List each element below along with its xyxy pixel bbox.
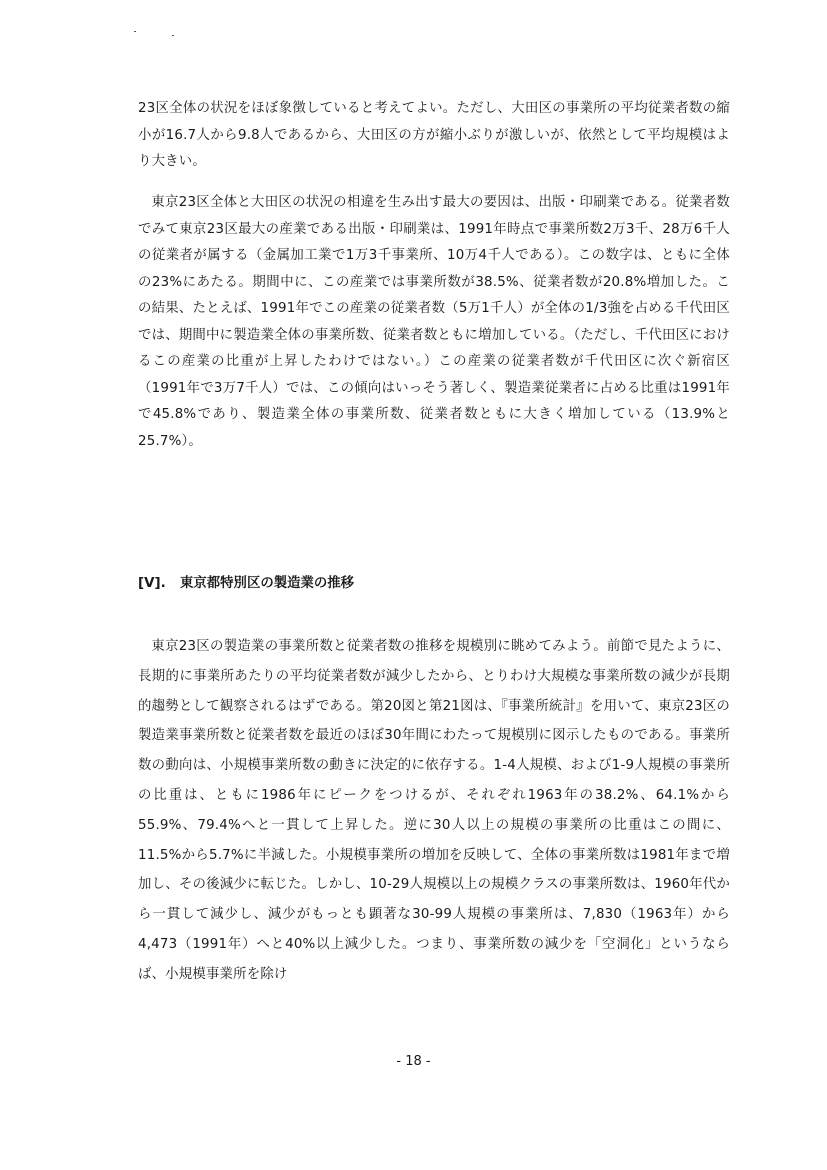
paragraph-2: 東京23区全体と大田区の状況の相違を生み出す最大の要因は、出版・印刷業である。従業者数でみて東京23区最大の産業である出版・印刷業は、1991年時点で事業所数2万3千、28万6千人の従業者が属する（金属加工業で1万3千事業所、10万4千人である）。この数字は、ともに全体の23%にあたる。期間中に、この産業では事業所数が38.5%、従業者数が20.8%増加した。この結果、たとえば、1991年でこの産業の従業者数（5万1千人）が全体の1/3強を占める千代田区では、期間中に製造業全体の事業所数、従業者数ともに増加している。（ただし、千代田区におけるこの産業の比重が上昇したわけではない。）この産業の従業者数が千代田区に次ぐ新宿区（1991年で3万7千人）では、この傾向はいっそう著しく、製造業従業者に占める比重は1991年で45.8%であり、製造業全体の事業所数、従業者数ともに大きく増加している（13.9%と25.7%）。: [138, 195, 730, 449]
section-heading: [138, 571, 354, 597]
scan-speck: [134, 31, 136, 32]
paragraph-3: 東京23区の製造業の事業所数と従業者数の推移を規模別に眺めてみよう。前節で見たように、長期的に事業所あたりの平均従業者数が減少したから、とりわけ大規模な事業所数の減少が長期的趨勢として観察されるはずである。第20図と第21図は、『事業所統計』を用いて、東京23区の製造業事業所数と従業者数を最近のほぼ30年間にわたって規模別に図示したものである。事業所数の動向は、小規模事業所数の動きに決定的に依存する。1-4人規模、および1-9人規模の事業所の比重は、ともに1986年にピークをつけるが、それぞれ1963年の38.2%、64.1%から55.9%、79.4%へと一貫して上昇した。逆に30人以上の規模の事業所の比重はこの間に、11.5%から5.7%に半減した。小規模事業所の増加を反映して、全体の事業所数は1981年まで増加し、その後減少に転じた。しかし、10-29人規模以上の規模クラスの事業所数は、1960年代から一貫して減少し、減少がもっとも顕著な30-99人規模の事業所は、7,830（1963年）から4,473（1991年）へと40%以上減少した。つまり、事業所数の減少を「空洞化」というならば、小規模事業所を除け: [138, 639, 730, 982]
section-title: 東京都特別区の製造業の推移: [180, 576, 355, 591]
section-number: [Ⅴ].: [138, 576, 166, 591]
page-number: - 18 -: [396, 1054, 431, 1069]
scan-speck: [172, 35, 174, 36]
paragraph-1: 23区全体の状況をほぼ象徴していると考えてよい。ただし、大田区の事業所の平均従業者数の縮小が16.7人から9.8人であるから、大田区の方が縮小ぶりが激しいが、依然として平均規模はより大きい。: [138, 101, 730, 169]
